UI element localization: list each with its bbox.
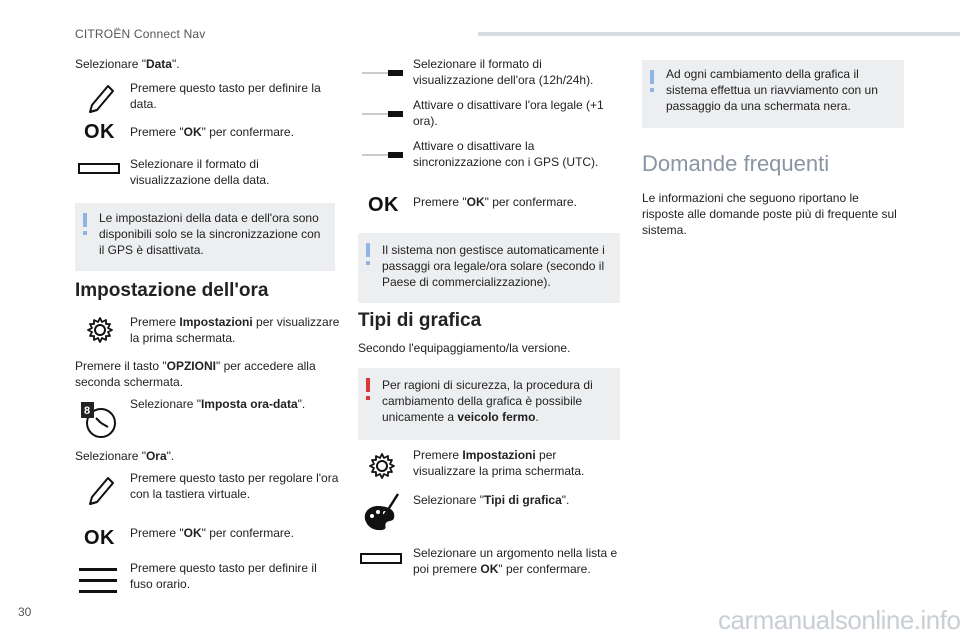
select-data-line: Selezionare "Data". [75,57,180,71]
step-confirm-ok-3: Premere "OK" per confermare. [413,195,577,209]
info-note-dst [358,233,620,303]
list-menu-icon [78,566,118,596]
header-rule [478,32,960,36]
info-marker [83,213,87,227]
step-settings: Premere Impostazioni per visualizzare la prima schermata. [130,315,340,345]
step-define-date: Premere questo tasto per definire la data. [130,81,321,111]
step-graphics-types: Selezionare "Tipi di grafica". [413,493,570,507]
format-bar-icon [78,163,120,175]
section-heading-graphics: Tipi di grafica [358,310,482,331]
options-paragraph: Premere il tasto "OPZIONI" per accedere alla seconda schermata. [75,359,316,389]
step-confirm-ok-2: Premere "OK" per confermare. [130,526,294,540]
toggle-line-icon [362,69,404,77]
step-confirm-ok-1: Premere "OK" per confermare. [130,125,294,139]
warning-note [358,368,620,440]
ok-icon: OK [84,121,115,143]
watermark: carmanualsonline.info [718,605,960,635]
info-marker-dot [650,88,654,92]
step-gps-sync: Attivare o disattivare la sincronizzazione con i GPS (UTC). [413,139,599,169]
step-daylight-saving: Attivare o disattivare l'ora legale (+1 ora). [413,98,604,128]
ok-icon: OK [84,527,115,549]
info-marker [650,70,654,84]
info-note-gps [75,203,335,271]
format-bar-icon [360,553,402,565]
info-marker-dot [83,231,87,235]
step-settings-2: Premere Impostazioni per visualizzare la prima schermata. [413,448,585,478]
select-ora-line: Selezionare "Ora". [75,449,175,463]
step-adjust-time: Premere questo tasto per regolare l'ora con la tastiera virtuale. [130,471,339,501]
warning-note-text: Per ragioni di sicurezza, la procedura di cambiamento della grafica è possibile unicamente a veicolo fermo. [382,378,593,424]
warning-marker [366,378,370,392]
step-date-format: Selezionare il formato di visualizzazione della data. [130,157,270,187]
toggle-line-icon [362,110,404,118]
toggle-line-icon [362,151,404,159]
pencil-icon [86,474,116,508]
step-time-zone: Premere questo tasto per definire il fuso orario. [130,561,317,591]
palette-brush-icon [360,492,402,532]
clock-icon [80,400,120,440]
info-marker [366,243,370,257]
step-choose-theme: Selezionare un argomento nella lista e poi premere OK" per confermare. [413,546,618,576]
section-heading-time: Impostazione dell'ora [75,280,269,301]
settings-gear-icon [368,452,396,480]
page-number: 30 [18,605,32,619]
info-note-text: Il sistema non gestisce automaticamente i passaggi ora legale/ora solare (secondo il Paese di commercializzazione). [382,243,605,289]
document-header: CITROËN Connect Nav [75,27,206,41]
settings-gear-icon [86,316,114,344]
pencil-icon [86,82,116,116]
faq-intro: Le informazioni che seguono riportano le risposte alle domande poste più di frequente sul sistema. [642,191,897,237]
clock-badge-number: 8 [84,405,91,417]
ok-icon: OK [368,194,399,216]
warning-marker-dot [366,396,370,400]
section-heading-faq: Domande frequenti [642,151,830,176]
info-marker-dot [366,261,370,265]
step-time-format: Selezionare il formato di visualizzazione dell'ora (12h/24h). [413,57,594,87]
info-note-reboot [642,60,904,128]
step-set-time-date: Selezionare "Imposta ora-data". [130,397,306,411]
info-note-text: Ad ogni cambiamento della grafica il sistema effettua un riavviamento con un passaggio da una schermata nera. [666,67,878,113]
info-note-text: Le impostazioni della data e dell'ora sono disponibili solo se la sincronizzazione con il GPS è disattivata. [99,211,321,257]
graphics-intro: Secondo l'equipaggiamento/la versione. [358,341,571,355]
